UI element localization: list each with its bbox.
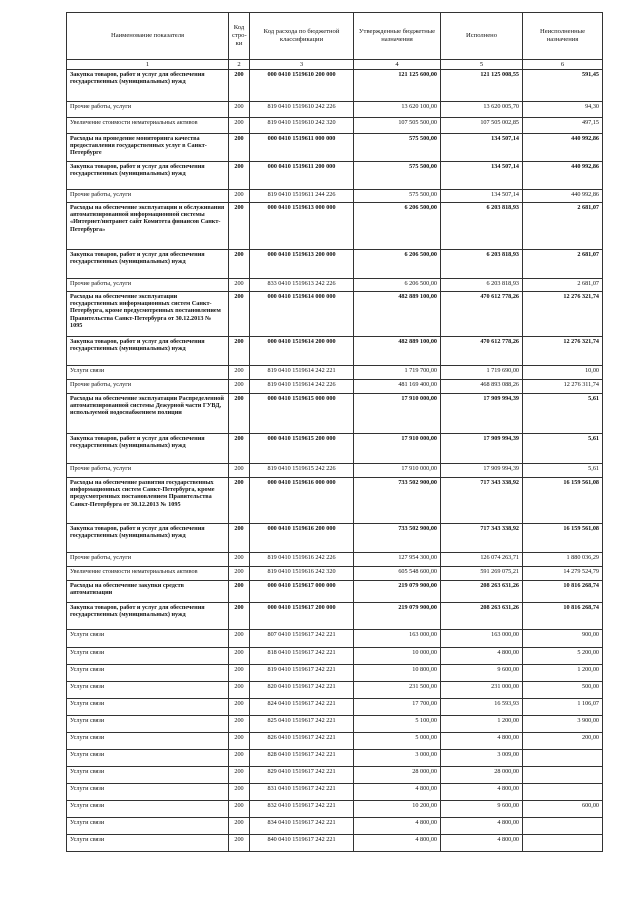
row-approved: 127 954 300,00	[354, 553, 441, 567]
row-name: Услуги связи	[67, 648, 229, 665]
row-executed: 231 000,00	[441, 682, 523, 699]
row-executed: 6 203 818,93	[441, 279, 523, 292]
row-approved: 10 200,00	[354, 801, 441, 818]
row-unexecuted: 12 276 311,74	[523, 380, 603, 394]
table-row	[67, 603, 603, 630]
row-expense-code: 000 0410 1519614 000 000	[250, 292, 354, 337]
row-approved: 13 620 100,00	[354, 102, 441, 118]
row-unexecuted: 3 900,00	[523, 716, 603, 733]
table-body	[67, 70, 603, 852]
row-expense-code: 819 0410 1519611 244 226	[250, 190, 354, 203]
header-row	[67, 13, 603, 60]
row-name: Услуги связи	[67, 733, 229, 750]
row-approved: 5 000,00	[354, 733, 441, 750]
row-name: Прочие работы, услуги	[67, 102, 229, 118]
row-line-code: 200	[229, 162, 250, 190]
row-approved: 3 000,00	[354, 750, 441, 767]
table-row	[67, 394, 603, 434]
table-row	[67, 464, 603, 478]
table-row	[67, 553, 603, 567]
row-approved: 17 910 000,00	[354, 394, 441, 434]
row-line-code: 200	[229, 581, 250, 603]
header-approved: Утвержденные бюджетные назначения	[354, 13, 441, 60]
row-expense-code: 833 0410 1519613 242 226	[250, 279, 354, 292]
budget-table	[66, 12, 603, 852]
row-unexecuted: 1 880 036,29	[523, 553, 603, 567]
row-expense-code: 000 0410 1519616 200 000	[250, 524, 354, 553]
row-unexecuted: 1 200,00	[523, 665, 603, 682]
row-expense-code: 819 0410 1519614 242 226	[250, 380, 354, 394]
row-expense-code: 000 0410 1519615 000 000	[250, 394, 354, 434]
row-expense-code: 819 0410 1519610 242 320	[250, 118, 354, 134]
table-row	[67, 581, 603, 603]
table-row	[67, 784, 603, 801]
row-line-code: 200	[229, 70, 250, 102]
row-line-code: 200	[229, 665, 250, 682]
row-line-code: 200	[229, 682, 250, 699]
row-expense-code: 000 0410 1519617 000 000	[250, 581, 354, 603]
column-number: 4	[354, 60, 441, 70]
row-executed: 4 800,00	[441, 835, 523, 852]
row-name: Закупка товаров, работ и услуг для обеспечения государственных (муниципальных) нужд	[67, 434, 229, 464]
row-line-code: 200	[229, 716, 250, 733]
row-expense-code: 000 0410 1519617 200 000	[250, 603, 354, 630]
budget-execution-sheet	[66, 12, 602, 852]
row-line-code: 200	[229, 567, 250, 581]
row-executed: 121 125 008,55	[441, 70, 523, 102]
table-row	[67, 366, 603, 380]
row-name: Прочие работы, услуги	[67, 380, 229, 394]
row-executed: 470 612 778,26	[441, 337, 523, 366]
header-executed: Исполнено	[441, 13, 523, 60]
table-row	[67, 102, 603, 118]
table-row	[67, 818, 603, 835]
row-name: Расходы на проведение мониторинга качества предоставления государственных услуг в Санкт-Петербурге	[67, 134, 229, 162]
row-executed: 717 343 338,92	[441, 524, 523, 553]
row-line-code: 200	[229, 250, 250, 279]
row-approved: 10 000,00	[354, 648, 441, 665]
row-approved: 219 079 900,00	[354, 581, 441, 603]
row-name: Услуги связи	[67, 784, 229, 801]
row-executed: 591 269 075,21	[441, 567, 523, 581]
row-executed: 16 593,93	[441, 699, 523, 716]
row-expense-code: 000 0410 1519610 200 000	[250, 70, 354, 102]
row-name: Прочие работы, услуги	[67, 279, 229, 292]
row-unexecuted	[523, 818, 603, 835]
row-unexecuted: 10 816 268,74	[523, 581, 603, 603]
row-approved: 5 100,00	[354, 716, 441, 733]
row-line-code: 200	[229, 524, 250, 553]
row-line-code: 200	[229, 767, 250, 784]
column-number-row	[67, 60, 603, 70]
row-unexecuted: 12 276 321,74	[523, 337, 603, 366]
row-executed: 468 893 088,26	[441, 380, 523, 394]
table-row	[67, 567, 603, 581]
row-name: Закупка товаров, работ и услуг для обеспечения государственных (муниципальных) нужд	[67, 524, 229, 553]
row-expense-code: 831 0410 1519617 242 221	[250, 784, 354, 801]
row-unexecuted: 440 992,86	[523, 162, 603, 190]
row-expense-code: 825 0410 1519617 242 221	[250, 716, 354, 733]
row-approved: 605 548 600,00	[354, 567, 441, 581]
row-line-code: 200	[229, 750, 250, 767]
row-line-code: 200	[229, 630, 250, 648]
table-row	[67, 162, 603, 190]
row-line-code: 200	[229, 203, 250, 250]
row-line-code: 200	[229, 835, 250, 852]
column-number: 3	[250, 60, 354, 70]
row-line-code: 200	[229, 464, 250, 478]
table-row	[67, 292, 603, 337]
row-unexecuted: 10,00	[523, 366, 603, 380]
row-name: Закупка товаров, работ и услуг для обеспечения государственных (муниципальных) нужд	[67, 70, 229, 102]
row-unexecuted	[523, 835, 603, 852]
row-expense-code: 820 0410 1519617 242 221	[250, 682, 354, 699]
row-unexecuted: 5,61	[523, 434, 603, 464]
row-executed: 9 600,00	[441, 665, 523, 682]
row-name: Прочие работы, услуги	[67, 190, 229, 203]
row-approved: 6 206 500,00	[354, 250, 441, 279]
row-unexecuted: 900,00	[523, 630, 603, 648]
table-row	[67, 665, 603, 682]
row-executed: 17 909 994,39	[441, 464, 523, 478]
row-name: Закупка товаров, работ и услуг для обеспечения государственных (муниципальных) нужд	[67, 337, 229, 366]
row-name: Расходы на обеспечение эксплуатации государственных информационных систем Санкт-Петербурга, кроме предусмотренных постановлением Правительства Санкт-Петербурга от 30.12.2013 № 1095	[67, 292, 229, 337]
column-number: 2	[229, 60, 250, 70]
row-unexecuted: 440 992,86	[523, 134, 603, 162]
row-name: Услуги связи	[67, 366, 229, 380]
row-approved: 17 910 000,00	[354, 434, 441, 464]
row-expense-code: 832 0410 1519617 242 221	[250, 801, 354, 818]
row-name: Услуги связи	[67, 835, 229, 852]
row-line-code: 200	[229, 292, 250, 337]
row-line-code: 200	[229, 337, 250, 366]
row-line-code: 200	[229, 478, 250, 524]
row-name: Прочие работы, услуги	[67, 464, 229, 478]
row-unexecuted: 500,00	[523, 682, 603, 699]
row-approved: 163 000,00	[354, 630, 441, 648]
row-expense-code: 000 0410 1519616 000 000	[250, 478, 354, 524]
row-executed: 4 800,00	[441, 818, 523, 835]
row-name: Услуги связи	[67, 716, 229, 733]
table-row	[67, 630, 603, 648]
table-row	[67, 118, 603, 134]
row-line-code: 200	[229, 380, 250, 394]
row-line-code: 200	[229, 818, 250, 835]
row-executed: 13 620 005,70	[441, 102, 523, 118]
row-approved: 4 800,00	[354, 835, 441, 852]
row-line-code: 200	[229, 603, 250, 630]
row-unexecuted: 2 681,07	[523, 250, 603, 279]
row-executed: 134 507,14	[441, 190, 523, 203]
row-unexecuted: 591,45	[523, 70, 603, 102]
table-row	[67, 648, 603, 665]
table-row	[67, 250, 603, 279]
column-number: 5	[441, 60, 523, 70]
row-approved: 575 500,00	[354, 162, 441, 190]
row-approved: 6 206 500,00	[354, 203, 441, 250]
row-name: Услуги связи	[67, 750, 229, 767]
row-executed: 3 009,00	[441, 750, 523, 767]
table-row	[67, 134, 603, 162]
row-unexecuted: 2 681,07	[523, 203, 603, 250]
row-name: Расходы на обеспечение закупки средств автоматизации	[67, 581, 229, 603]
row-approved: 219 079 900,00	[354, 603, 441, 630]
row-approved: 121 125 600,00	[354, 70, 441, 102]
row-unexecuted	[523, 750, 603, 767]
row-name: Прочие работы, услуги	[67, 553, 229, 567]
row-name: Расходы на обеспечение эксплуатации Распределенной автоматизированной системы Дежурной части ГУВД, используемой водоснабжением полиции	[67, 394, 229, 434]
row-executed: 134 507,14	[441, 134, 523, 162]
row-expense-code: 000 0410 1519611 200 000	[250, 162, 354, 190]
row-expense-code: 829 0410 1519617 242 221	[250, 767, 354, 784]
header-unexecuted: Неисполненные назначения	[523, 13, 603, 60]
row-approved: 4 800,00	[354, 784, 441, 801]
row-approved: 28 000,00	[354, 767, 441, 784]
row-approved: 482 889 100,00	[354, 292, 441, 337]
row-name: Услуги связи	[67, 630, 229, 648]
row-expense-code: 828 0410 1519617 242 221	[250, 750, 354, 767]
row-line-code: 200	[229, 279, 250, 292]
table-row	[67, 70, 603, 102]
row-expense-code: 819 0410 1519616 242 226	[250, 553, 354, 567]
row-name: Расходы на обеспечение эксплуатации и обслуживания автоматизированной информационной системы «Интернет/интранет сайт Комитета финансов Санкт-Петербурга»	[67, 203, 229, 250]
row-expense-code: 000 0410 1519613 000 000	[250, 203, 354, 250]
row-executed: 717 343 338,92	[441, 478, 523, 524]
row-expense-code: 824 0410 1519617 242 221	[250, 699, 354, 716]
row-approved: 107 505 500,00	[354, 118, 441, 134]
row-line-code: 200	[229, 118, 250, 134]
row-unexecuted	[523, 767, 603, 784]
row-approved: 1 719 700,00	[354, 366, 441, 380]
table-row	[67, 835, 603, 852]
row-approved: 733 502 900,00	[354, 478, 441, 524]
row-name: Услуги связи	[67, 665, 229, 682]
row-approved: 481 169 400,00	[354, 380, 441, 394]
row-expense-code: 807 0410 1519617 242 221	[250, 630, 354, 648]
row-executed: 17 909 994,39	[441, 434, 523, 464]
table-row	[67, 279, 603, 292]
table-row	[67, 682, 603, 699]
column-number: 1	[67, 60, 229, 70]
row-approved: 231 500,00	[354, 682, 441, 699]
table-row	[67, 699, 603, 716]
row-unexecuted: 440 992,86	[523, 190, 603, 203]
row-unexecuted: 12 276 321,74	[523, 292, 603, 337]
row-approved: 575 500,00	[354, 134, 441, 162]
row-expense-code: 819 0410 1519615 242 226	[250, 464, 354, 478]
table-row	[67, 801, 603, 818]
row-name: Увеличение стоимости нематериальных активов	[67, 567, 229, 581]
row-executed: 28 000,00	[441, 767, 523, 784]
row-line-code: 200	[229, 801, 250, 818]
row-unexecuted: 600,00	[523, 801, 603, 818]
table-row	[67, 767, 603, 784]
row-line-code: 200	[229, 553, 250, 567]
row-unexecuted: 10 816 268,74	[523, 603, 603, 630]
row-executed: 208 263 631,26	[441, 603, 523, 630]
row-expense-code: 000 0410 1519614 200 000	[250, 337, 354, 366]
table-row	[67, 733, 603, 750]
row-executed: 107 505 002,85	[441, 118, 523, 134]
row-expense-code: 000 0410 1519611 000 000	[250, 134, 354, 162]
row-unexecuted: 94,30	[523, 102, 603, 118]
row-name: Увеличение стоимости нематериальных активов	[67, 118, 229, 134]
row-executed: 4 800,00	[441, 648, 523, 665]
row-executed: 6 203 818,93	[441, 203, 523, 250]
row-unexecuted: 5,61	[523, 464, 603, 478]
row-unexecuted: 16 159 561,08	[523, 478, 603, 524]
row-expense-code: 834 0410 1519617 242 221	[250, 818, 354, 835]
row-approved: 4 800,00	[354, 818, 441, 835]
row-approved: 6 206 500,00	[354, 279, 441, 292]
row-name: Услуги связи	[67, 767, 229, 784]
row-executed: 470 612 778,26	[441, 292, 523, 337]
row-executed: 208 263 631,26	[441, 581, 523, 603]
row-executed: 4 800,00	[441, 784, 523, 801]
row-expense-code: 818 0410 1519617 242 221	[250, 648, 354, 665]
row-unexecuted: 5 200,00	[523, 648, 603, 665]
table-row	[67, 478, 603, 524]
row-approved: 733 502 900,00	[354, 524, 441, 553]
row-line-code: 200	[229, 699, 250, 716]
row-unexecuted: 200,00	[523, 733, 603, 750]
table-row	[67, 337, 603, 366]
row-name: Услуги связи	[67, 818, 229, 835]
row-name: Закупка товаров, работ и услуг для обеспечения государственных (муниципальных) нужд	[67, 603, 229, 630]
row-executed: 9 600,00	[441, 801, 523, 818]
table-row	[67, 750, 603, 767]
row-executed: 6 203 818,93	[441, 250, 523, 279]
row-expense-code: 819 0410 1519610 242 226	[250, 102, 354, 118]
row-approved: 575 500,00	[354, 190, 441, 203]
row-approved: 10 800,00	[354, 665, 441, 682]
row-unexecuted: 1 106,07	[523, 699, 603, 716]
row-approved: 17 910 000,00	[354, 464, 441, 478]
row-executed: 17 909 994,39	[441, 394, 523, 434]
table-row	[67, 716, 603, 733]
row-line-code: 200	[229, 784, 250, 801]
table-row	[67, 380, 603, 394]
row-line-code: 200	[229, 434, 250, 464]
row-name: Закупка товаров, работ и услуг для обеспечения государственных (муниципальных) нужд	[67, 250, 229, 279]
row-unexecuted: 497,15	[523, 118, 603, 134]
row-name: Расходы на обеспечение развития государственных информационных систем Санкт-Петербурга, кроме предусмотренных постановлением Правительства Санкт-Петербурга от 30.12.2013 № 1095	[67, 478, 229, 524]
row-name: Услуги связи	[67, 682, 229, 699]
table-row	[67, 190, 603, 203]
row-executed: 4 800,00	[441, 733, 523, 750]
row-executed: 134 507,14	[441, 162, 523, 190]
header-line-code: Код стро-ки	[229, 13, 250, 60]
row-expense-code: 819 0410 1519614 242 221	[250, 366, 354, 380]
header-indicator-name: Наименование показателя	[67, 13, 229, 60]
row-line-code: 200	[229, 733, 250, 750]
row-name: Закупка товаров, работ и услуг для обеспечения государственных (муниципальных) нужд	[67, 162, 229, 190]
row-expense-code: 826 0410 1519617 242 221	[250, 733, 354, 750]
row-line-code: 200	[229, 190, 250, 203]
row-unexecuted: 16 159 561,08	[523, 524, 603, 553]
row-executed: 1 719 690,00	[441, 366, 523, 380]
row-expense-code: 819 0410 1519616 242 320	[250, 567, 354, 581]
row-expense-code: 000 0410 1519613 200 000	[250, 250, 354, 279]
row-name: Услуги связи	[67, 699, 229, 716]
header-expense-code: Код расхода по бюджетной классификации	[250, 13, 354, 60]
table-row	[67, 434, 603, 464]
row-executed: 163 000,00	[441, 630, 523, 648]
row-executed: 1 200,00	[441, 716, 523, 733]
row-unexecuted: 5,61	[523, 394, 603, 434]
row-line-code: 200	[229, 366, 250, 380]
row-line-code: 200	[229, 134, 250, 162]
table-row	[67, 203, 603, 250]
row-expense-code: 840 0410 1519617 242 221	[250, 835, 354, 852]
row-expense-code: 819 0410 1519617 242 221	[250, 665, 354, 682]
row-unexecuted: 14 279 524,79	[523, 567, 603, 581]
row-expense-code: 000 0410 1519615 200 000	[250, 434, 354, 464]
row-executed: 126 074 263,71	[441, 553, 523, 567]
row-name: Услуги связи	[67, 801, 229, 818]
row-line-code: 200	[229, 394, 250, 434]
row-line-code: 200	[229, 648, 250, 665]
row-approved: 482 889 100,00	[354, 337, 441, 366]
row-approved: 17 700,00	[354, 699, 441, 716]
row-line-code: 200	[229, 102, 250, 118]
table-row	[67, 524, 603, 553]
row-unexecuted	[523, 784, 603, 801]
column-number: 6	[523, 60, 603, 70]
row-unexecuted: 2 681,07	[523, 279, 603, 292]
